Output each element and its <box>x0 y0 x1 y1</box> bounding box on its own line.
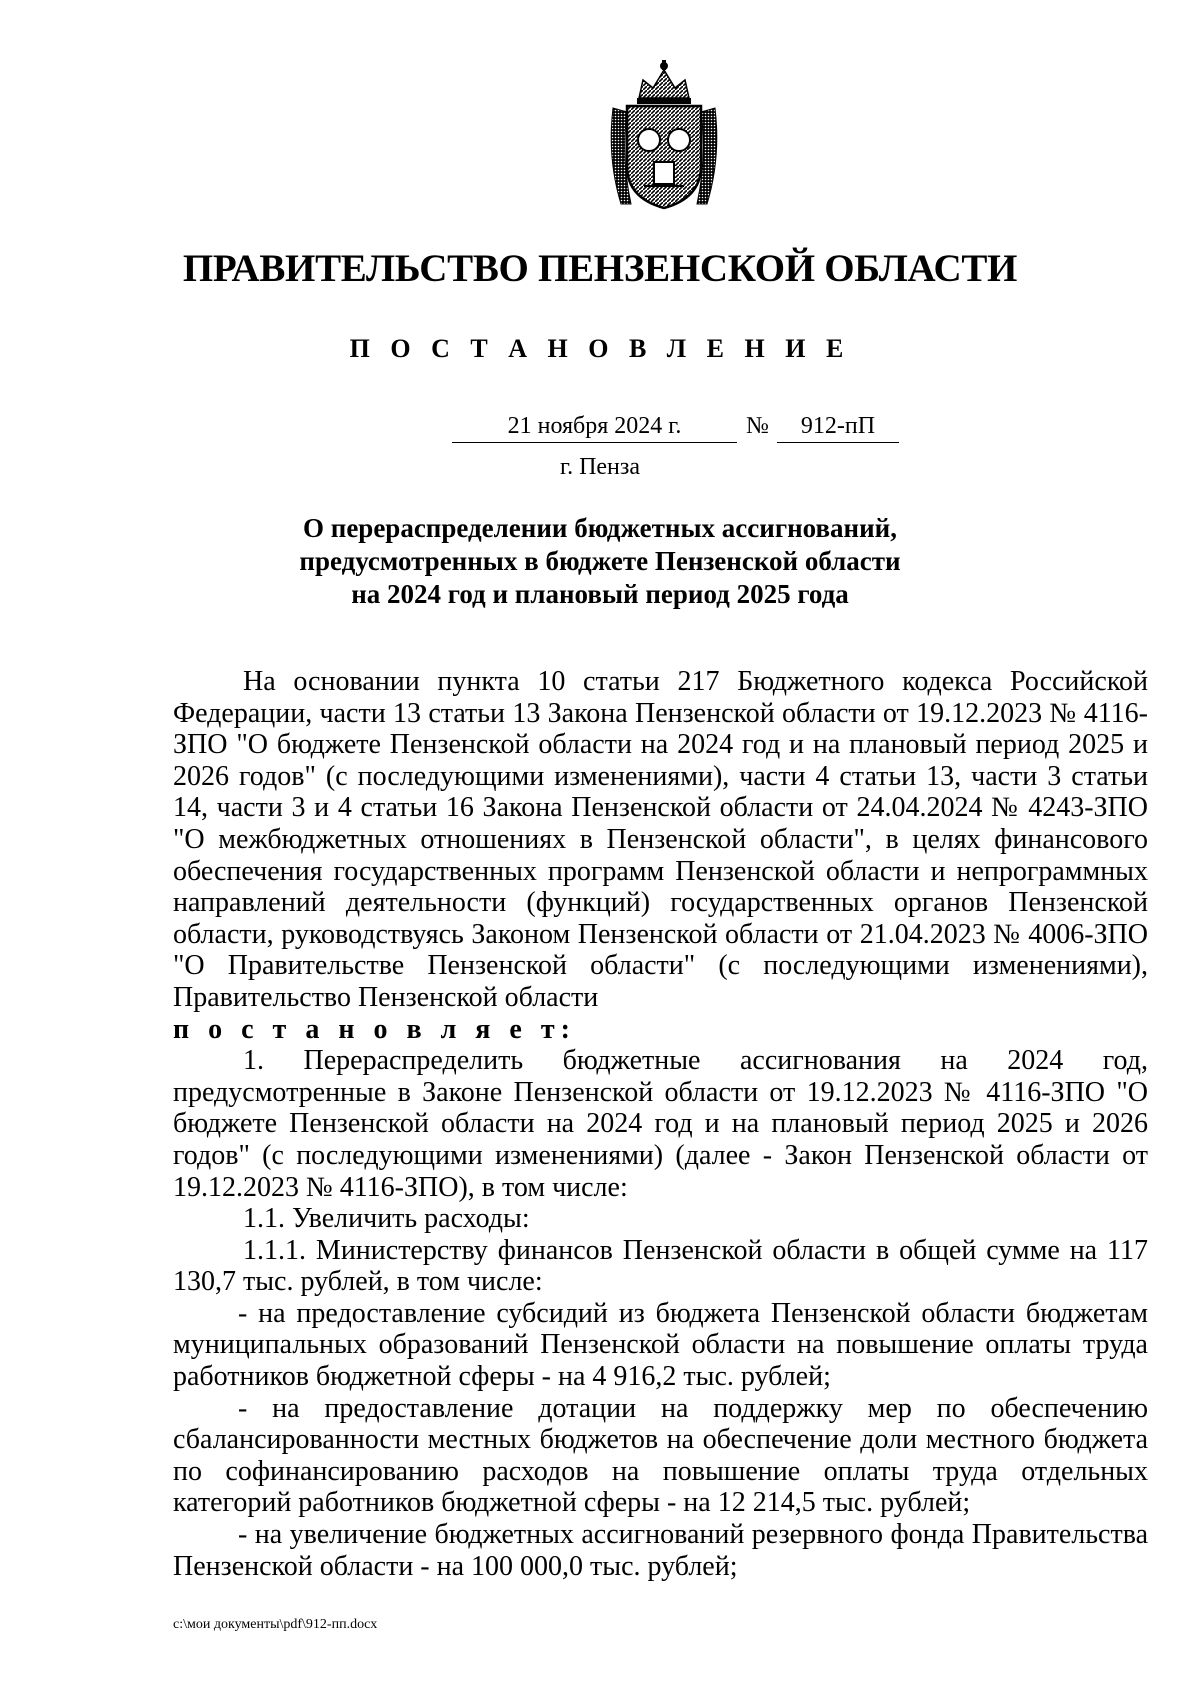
title-line-1: О перераспределении бюджетных ассигнований, <box>303 513 897 543</box>
document-city: г. Пенза <box>559 454 641 480</box>
title-line-3: на 2024 год и плановый период 2025 года <box>351 579 849 609</box>
document-date: 21 ноября 2024 г. <box>452 413 737 443</box>
bullet-subsidies: - на предоставление субсидий из бюджета Пензенской области бюджетам муниципальных образований Пензенской области на повышение оплаты труда работников бюджетной сферы - на 4 916,2 тыс. рублей; <box>173 1297 1148 1393</box>
coat-of-arms-emblem <box>599 58 729 210</box>
preamble-paragraph: На основании пункта 10 статьи 217 Бюджетного кодекса Российской Федерации, части 13 статьи 13 Закона Пензенской области от 19.12.2023 № 4116-ЗПО "О бюджете Пензенской области на 2024 год и на плановый период 2025 и 2026 годов" (с последующими изменениями), части 4 статьи 13, части 3 статьи 14, части 3 и 4 статьи 16 Закона Пензенской области от 24.04.2024 № 4243-ЗПО "О межбюджетных отношениях в Пензенской области", в целях финансового обеспечения государственных программ Пензенской области и непрограммных направлений деятельности (функций) государственных органов Пензенской области, руководствуясь Законом Пензенской области от 21.04.2023 № 4006-ЗПО "О Правительстве Пензенской области" (с последующими изменениями), Правительство Пензенской области <box>173 666 1148 1013</box>
item-1-1-1-paragraph: 1.1.1. Министерству финансов Пензенской области в общей сумме на 117 130,7 тыс. рублей, в том числе: <box>173 1234 1148 1298</box>
item-1-1-paragraph: 1.1. Увеличить расходы: <box>243 1203 530 1235</box>
bullet-reserve-fund: - на увеличение бюджетных ассигнований резервного фонда Правительства Пензенской области - на 100 000,0 тыс. рублей; <box>173 1519 1148 1582</box>
title-line-2: предусмотренных в бюджете Пензенской области <box>299 546 901 576</box>
resolves-word: п о с т а н о в л я е т: <box>173 1013 576 1045</box>
document-type: П О С Т А Н О В Л Е Н И Е <box>349 334 851 363</box>
number-sign: № <box>746 413 769 439</box>
organization-name: ПРАВИТЕЛЬСТВО ПЕНЗЕНСКОЙ ОБЛАСТИ <box>182 247 1018 290</box>
bullet-dotation: - на предоставление дотации на поддержку мер по обеспечению сбалансированности местных бюджетов на обеспечение доли местного бюджета по софинансированию расходов на повышение оплаты труда отдельных категорий работников бюджетной сферы - на 12 214,5 тыс. рублей; <box>173 1392 1148 1519</box>
document-number: 912-пП <box>777 413 899 443</box>
resolves-line <box>173 1014 1148 1046</box>
document-body <box>173 666 1148 1582</box>
footer-file-path: c:\мои документы\pdf\912-пп.docx <box>173 1617 378 1632</box>
item-1-paragraph: 1. Перераспределить бюджетные ассигнования на 2024 год, предусмотренные в Законе Пензенской области от 19.12.2023 № 4116-ЗПО "О бюджете Пензенской области на 2024 год и на плановый период 2025 и 2026 годов" (с последующими изменениями) (далее - Закон Пензенской области от 19.12.2023 № 4116-ЗПО), в том числе: <box>173 1045 1148 1203</box>
document-title <box>0 512 1200 611</box>
